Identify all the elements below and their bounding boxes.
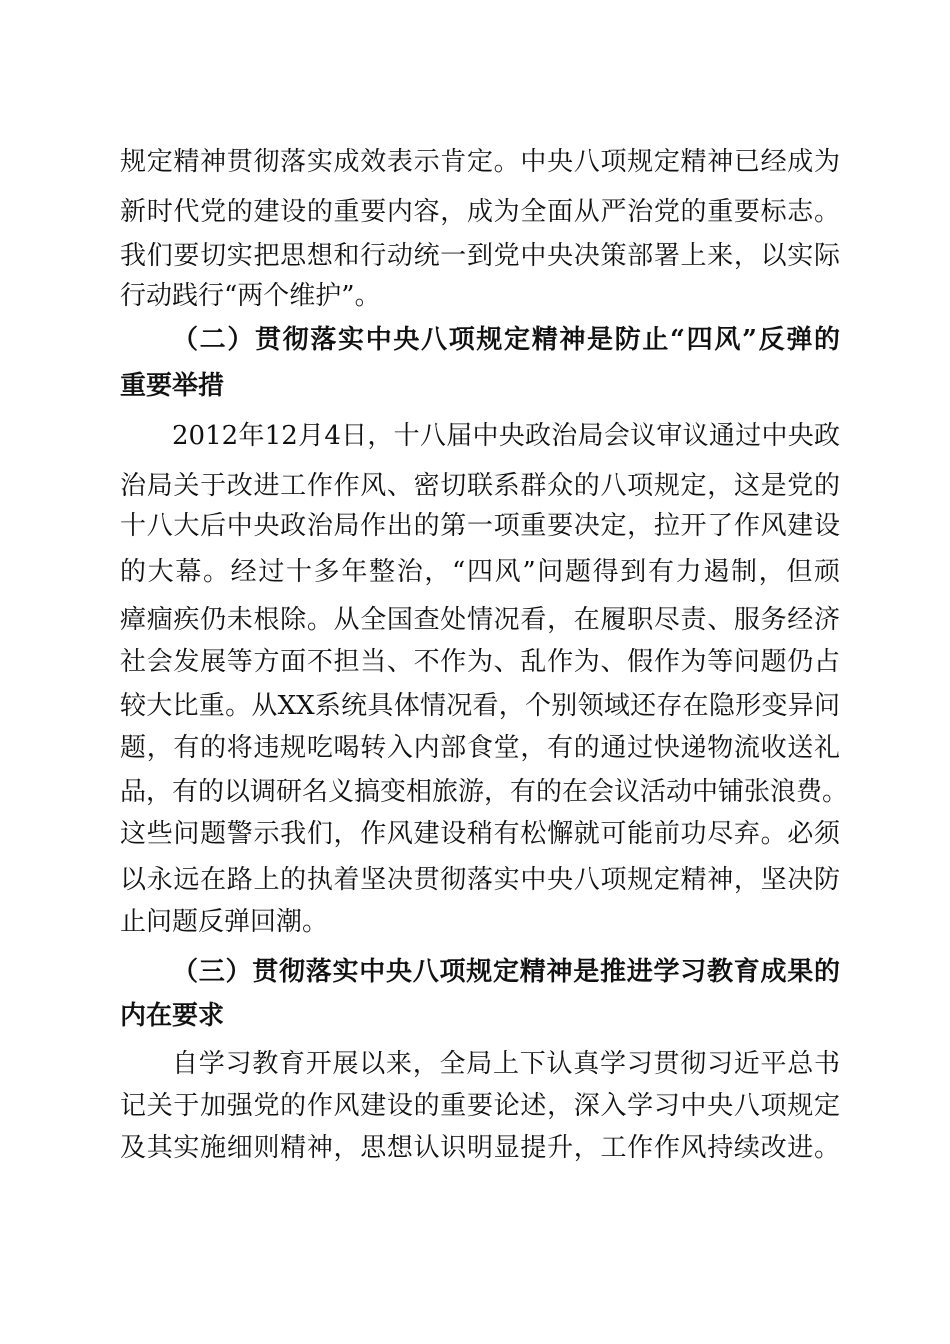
- paragraph-line: 行动践行“两个维护”。: [120, 281, 381, 311]
- section-heading-3: （三）贯彻落实中央八项规定精神是推进学习教育成果的: [172, 957, 840, 987]
- paragraph-line: 社会发展等方面不担当、不作为、乱作为、假作为等问题仍占: [120, 647, 840, 677]
- paragraph-line: 较大比重。从XX系统具体情况看，个别领域还存在隐形变异问: [120, 691, 840, 721]
- paragraph-line: 以永远在路上的执着坚决贯彻落实中央八项规定精神，坚决防: [120, 865, 840, 895]
- paragraph-line: 自学习教育开展以来，全局上下认真学习贯彻习近平总书: [172, 1049, 840, 1079]
- section-heading-3-cont: 内在要求: [120, 1001, 225, 1031]
- paragraph-line: 规定精神贯彻落实成效表示肯定。中央八项规定精神已经成为: [120, 147, 840, 177]
- paragraph-line: 记关于加强党的作风建设的重要论述，深入学习中央八项规定: [120, 1091, 840, 1121]
- paragraph-line: 治局关于改进工作作风、密切联系群众的八项规定，这是党的: [120, 471, 840, 501]
- paragraph-line: 题，有的将违规吃喝转入内部食堂，有的通过快递物流收送礼: [120, 733, 840, 763]
- paragraph-line: 及其实施细则精神，思想认识明显提升，工作作风持续改进。: [120, 1133, 840, 1163]
- paragraph-line: 止问题反弹回潮。: [120, 907, 329, 937]
- paragraph-line: 品，有的以调研名义搞变相旅游，有的在会议活动中铺张浪费。: [120, 777, 849, 807]
- paragraph-line: 这些问题警示我们，作风建设稍有松懈就可能前功尽弃。必须: [120, 819, 840, 849]
- paragraph-line: 瘴痼疾仍未根除。从全国查处情况看，在履职尽责、服务经济: [120, 605, 840, 635]
- paragraph-line: 新时代党的建设的重要内容，成为全面从严治党的重要标志。: [120, 197, 840, 227]
- paragraph-line: 2012年12月4日，十八届中央政治局会议审议通过中央政: [172, 421, 840, 451]
- paragraph-line: 的大幕。经过十多年整治，“四风”问题得到有力遏制，但顽: [120, 557, 840, 587]
- section-heading-2-cont: 重要举措: [120, 371, 225, 401]
- paragraph-line: 我们要切实把思想和行动统一到党中央决策部署上来，以实际: [120, 241, 840, 271]
- paragraph-line: 十八大后中央政治局作出的第一项重要决定，拉开了作风建设: [120, 511, 840, 541]
- section-heading-2: （二）贯彻落实中央八项规定精神是防止“四风”反弹的: [172, 325, 840, 355]
